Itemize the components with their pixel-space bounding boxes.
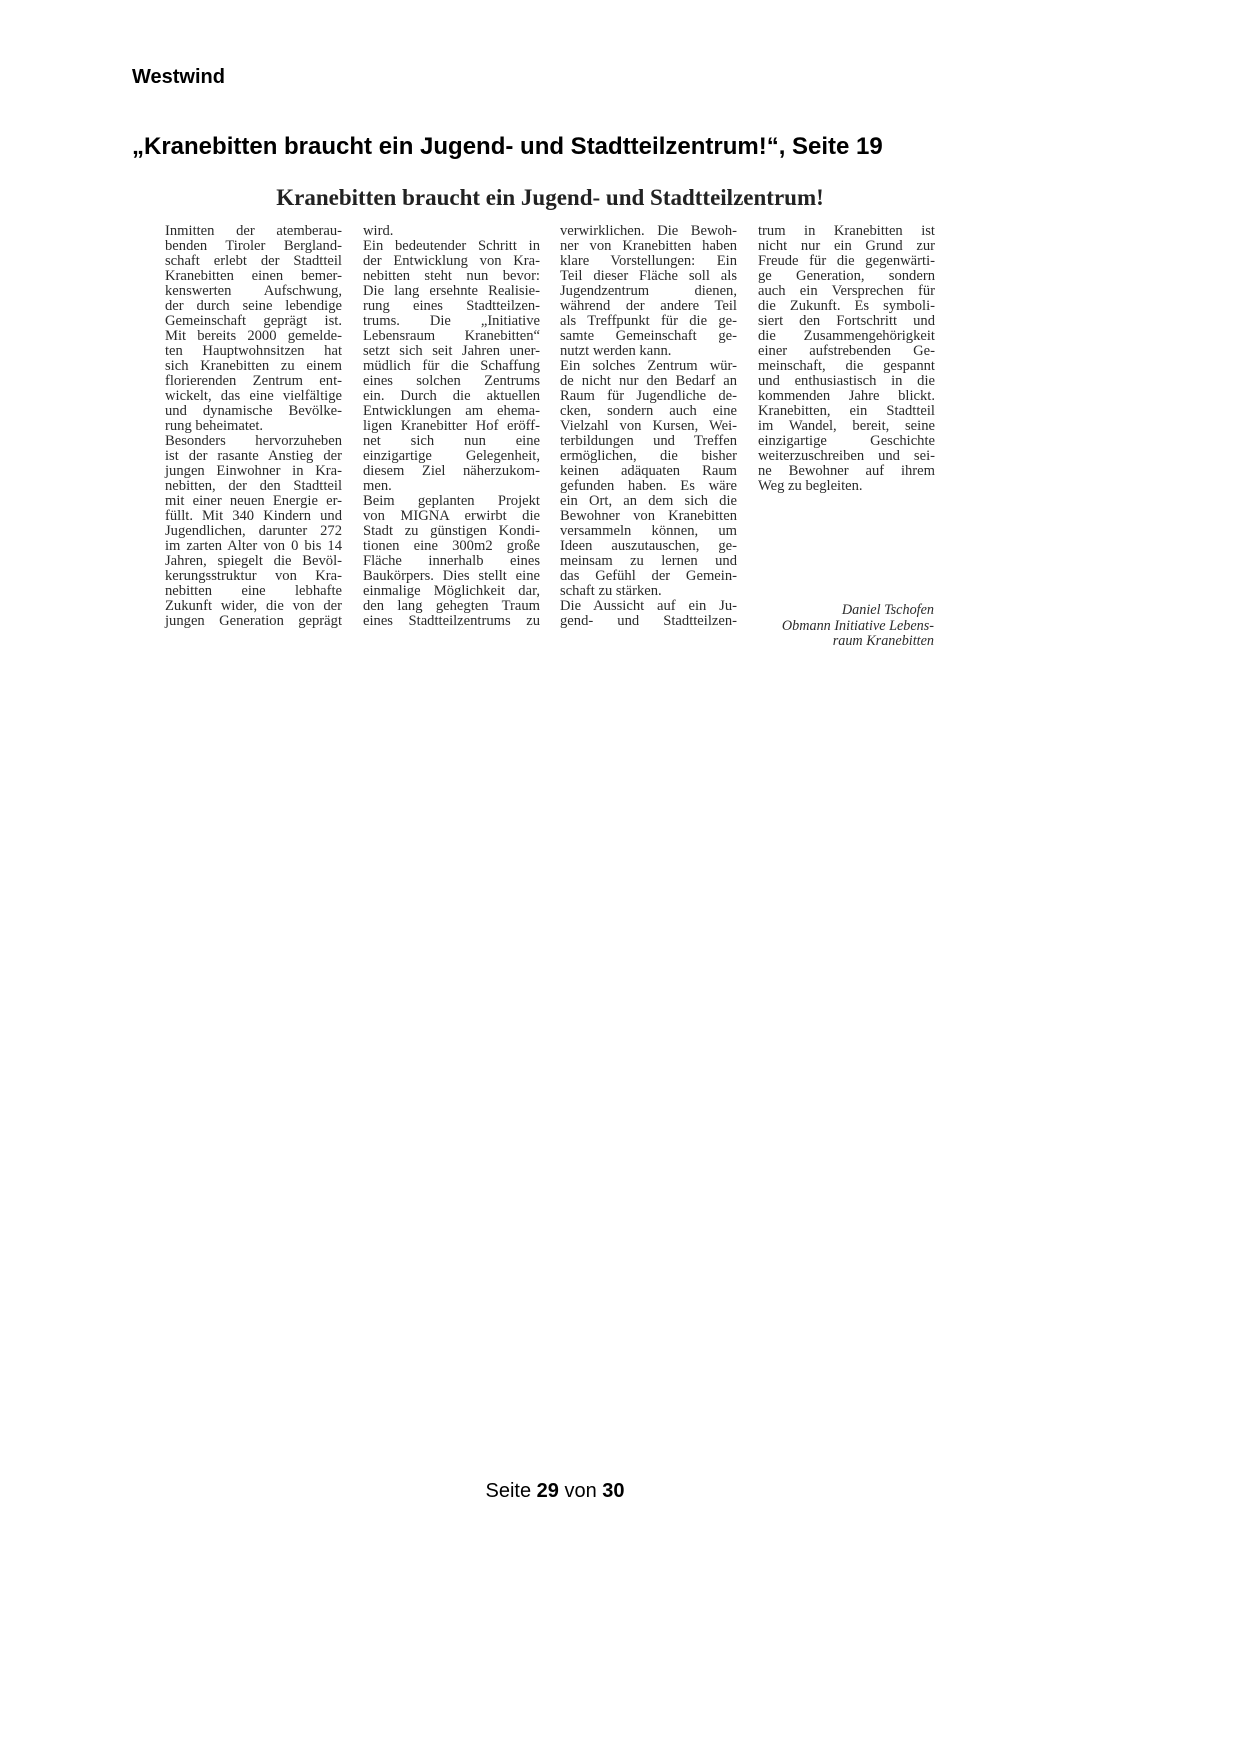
publication-name: Westwind (132, 66, 225, 88)
text-line: Stadt zu günstigen Kondi- (363, 523, 540, 539)
text-line: ermöglichen, die bisher (560, 448, 737, 464)
text-line: Jahren, spiegelt die Bevöl- (165, 553, 342, 569)
text-line: Kranebitten, ein Stadtteil (758, 403, 935, 419)
text-line: nebitten steht nun bevor: (363, 268, 540, 284)
text-line: wird. (363, 223, 394, 239)
text-line: de nicht nur den Bedarf an (560, 373, 737, 389)
text-line: die Zukunft. Es symboli- (758, 298, 935, 314)
current-page: 29 (536, 1480, 559, 1502)
text-line: rung beheimatet. (165, 418, 264, 434)
text-line: cken, sondern auch eine (560, 403, 737, 419)
text-line: einer aufstrebenden Ge- (758, 343, 935, 359)
text-line: Entwicklungen am ehema- (363, 403, 540, 419)
text-line: keinen adäquaten Raum (560, 463, 737, 479)
article-column (758, 224, 935, 494)
text-line: Freude für die gegenwärti- (758, 253, 935, 269)
text-line: kerungsstruktur von Kra- (165, 568, 342, 584)
text-line: Baukörpers. Dies stellt eine (363, 568, 540, 584)
text-line: kenswerten Aufschwung, (165, 283, 342, 299)
text-line: eines Stadtteilzentrums zu (363, 613, 540, 629)
text-line: benden Tiroler Bergland- (165, 238, 342, 254)
page-of-label: von (564, 1480, 597, 1502)
text-line: kommenden Jahre blickt. (758, 388, 935, 404)
text-line: schaft zu stärken. (560, 583, 662, 599)
text-line: Fläche innerhalb eines (363, 553, 540, 569)
text-line: einzigartige Geschichte (758, 433, 935, 449)
text-line: den lang gehegten Traum (363, 598, 540, 614)
text-line: Beim geplanten Projekt (363, 493, 540, 509)
text-line: Ein solches Zentrum wür- (560, 358, 737, 374)
text-line: klare Vorstellungen: Ein (560, 253, 737, 269)
text-line: ge Generation, sondern (758, 268, 935, 284)
text-line: Jugendlichen, darunter 272 (165, 523, 342, 539)
text-line: florierenden Zentrum ent- (165, 373, 342, 389)
total-pages: 30 (602, 1480, 625, 1502)
text-line: Weg zu begleiten. (758, 478, 863, 494)
text-line: ner von Kranebitten haben (560, 238, 737, 254)
text-line: tionen eine 300m2 große (363, 538, 540, 554)
text-line: meinschaft, die gespannt (758, 358, 935, 374)
text-line: rung eines Stadtteilzen- (363, 298, 540, 314)
text-line: jungen Einwohner in Kra- (165, 463, 342, 479)
text-line: versammeln können, um (560, 523, 737, 539)
text-line: net sich nun eine (363, 433, 540, 449)
text-line: nebitten eine lebhafte (165, 583, 342, 599)
text-line: ligen Kranebitter Hof eröff- (363, 418, 540, 434)
text-line: ne Bewohner auf ihrem (758, 463, 935, 479)
text-line: ein. Durch die aktuellen (363, 388, 540, 404)
text-line: Mit bereits 2000 gemelde- (165, 328, 342, 344)
text-line: schaft erlebt der Stadtteil (165, 253, 342, 269)
text-line: der Entwicklung von Kra- (363, 253, 540, 269)
text-line: diesem Ziel näherzukom- (363, 463, 540, 479)
text-line: Ein bedeutender Schritt in (363, 238, 540, 254)
text-line: weiterzuschreiben und sei- (758, 448, 935, 464)
text-line: sich Kranebitten zu einem (165, 358, 342, 374)
text-line: Inmitten der atemberau- (165, 223, 342, 239)
text-line: wickelt, das eine vielfältige (165, 388, 342, 404)
text-line: mit einer neuen Energie er- (165, 493, 342, 509)
text-line: Raum für Jugendliche de- (560, 388, 737, 404)
text-line: siert den Fortschritt und (758, 313, 935, 329)
text-line: Kranebitten einen bemer- (165, 268, 342, 284)
text-line: Ideen auszutauschen, ge- (560, 538, 737, 554)
text-line: setzt sich seit Jahren uner- (363, 343, 540, 359)
text-line: eines solchen Zentrums (363, 373, 540, 389)
text-line: jungen Generation geprägt (165, 613, 342, 629)
text-line: Bewohner von Kranebitten (560, 508, 737, 524)
text-line: einmalige Möglichkeit dar, (363, 583, 540, 599)
text-line: während der andere Teil (560, 298, 737, 314)
text-line: nicht nur ein Grund zur (758, 238, 935, 254)
page-title: „Kranebitten braucht ein Jugend- und Stadtteilzentrum!“, Seite 19 (132, 133, 883, 160)
text-line: Besonders hervorzuheben (165, 433, 342, 449)
text-line: und dynamische Bevölke- (165, 403, 342, 419)
text-line: verwirklichen. Die Bewoh- (560, 223, 737, 239)
page-number (0, 1480, 1110, 1503)
text-line: im zarten Alter von 0 bis 14 (165, 538, 342, 554)
text-line: Zukunft wider, die von der (165, 598, 342, 614)
text-line: Lebensraum Kranebitten“ (363, 328, 540, 344)
text-line: ein Ort, an dem sich die (560, 493, 737, 509)
signature-role-line: Obmann Initiative Lebens- (781, 617, 934, 634)
article-column (363, 224, 540, 629)
text-line: meinsam zu lernen und (560, 553, 737, 569)
text-line: müdlich für die Schaffung (363, 358, 540, 374)
article-column (165, 224, 342, 629)
text-line: trums. Die „Initiative (363, 313, 540, 329)
text-line: trum in Kranebitten ist (758, 223, 935, 239)
article-headline: Kranebitten braucht ein Jugend- und Stadtteilzentrum! (276, 185, 824, 210)
signature-role-line: raum Kranebitten (832, 633, 934, 649)
text-line: einzigartige Gelegenheit, (363, 448, 540, 464)
text-line: von MIGNA erwirbt die (363, 508, 540, 524)
text-line: als Treffpunkt für die ge- (560, 313, 737, 329)
text-line: men. (363, 478, 392, 494)
text-line: Vielzahl von Kursen, Wei- (560, 418, 737, 434)
text-line: Gemeinschaft geprägt ist. (165, 313, 342, 329)
text-line: füllt. Mit 340 Kindern und (165, 508, 342, 524)
article-column (560, 224, 737, 629)
text-line: der durch seine lebendige (165, 298, 342, 314)
text-line: ist der rasante Anstieg der (165, 448, 342, 464)
text-line: Teil dieser Fläche soll als (560, 268, 737, 284)
signature (758, 603, 934, 650)
text-line: und enthusiastisch in die (758, 373, 935, 389)
text-line: Die lang ersehnte Realisie- (363, 283, 540, 299)
text-line: im Wandel, bereit, seine (758, 418, 935, 434)
text-line: das Gefühl der Gemein- (560, 568, 737, 584)
text-line: Jugendzentrum dienen, (560, 283, 737, 299)
text-line: terbildungen und Treffen (560, 433, 737, 449)
text-line: auch ein Versprechen für (758, 283, 935, 299)
page-label: Seite (485, 1480, 532, 1502)
text-line: gefunden haben. Es wäre (560, 478, 737, 494)
text-line: ten Hauptwohnsitzen hat (165, 343, 342, 359)
text-line: die Zusammengehörigkeit (758, 328, 935, 344)
text-line: gend- und Stadtteilzen- (560, 613, 737, 629)
text-line: samte Gemeinschaft ge- (560, 328, 737, 344)
text-line: nebitten, der den Stadtteil (165, 478, 342, 494)
text-line: nutzt werden kann. (560, 343, 672, 359)
text-line: Die Aussicht auf ein Ju- (560, 598, 737, 614)
signature-name: Daniel Tschofen (841, 602, 934, 618)
